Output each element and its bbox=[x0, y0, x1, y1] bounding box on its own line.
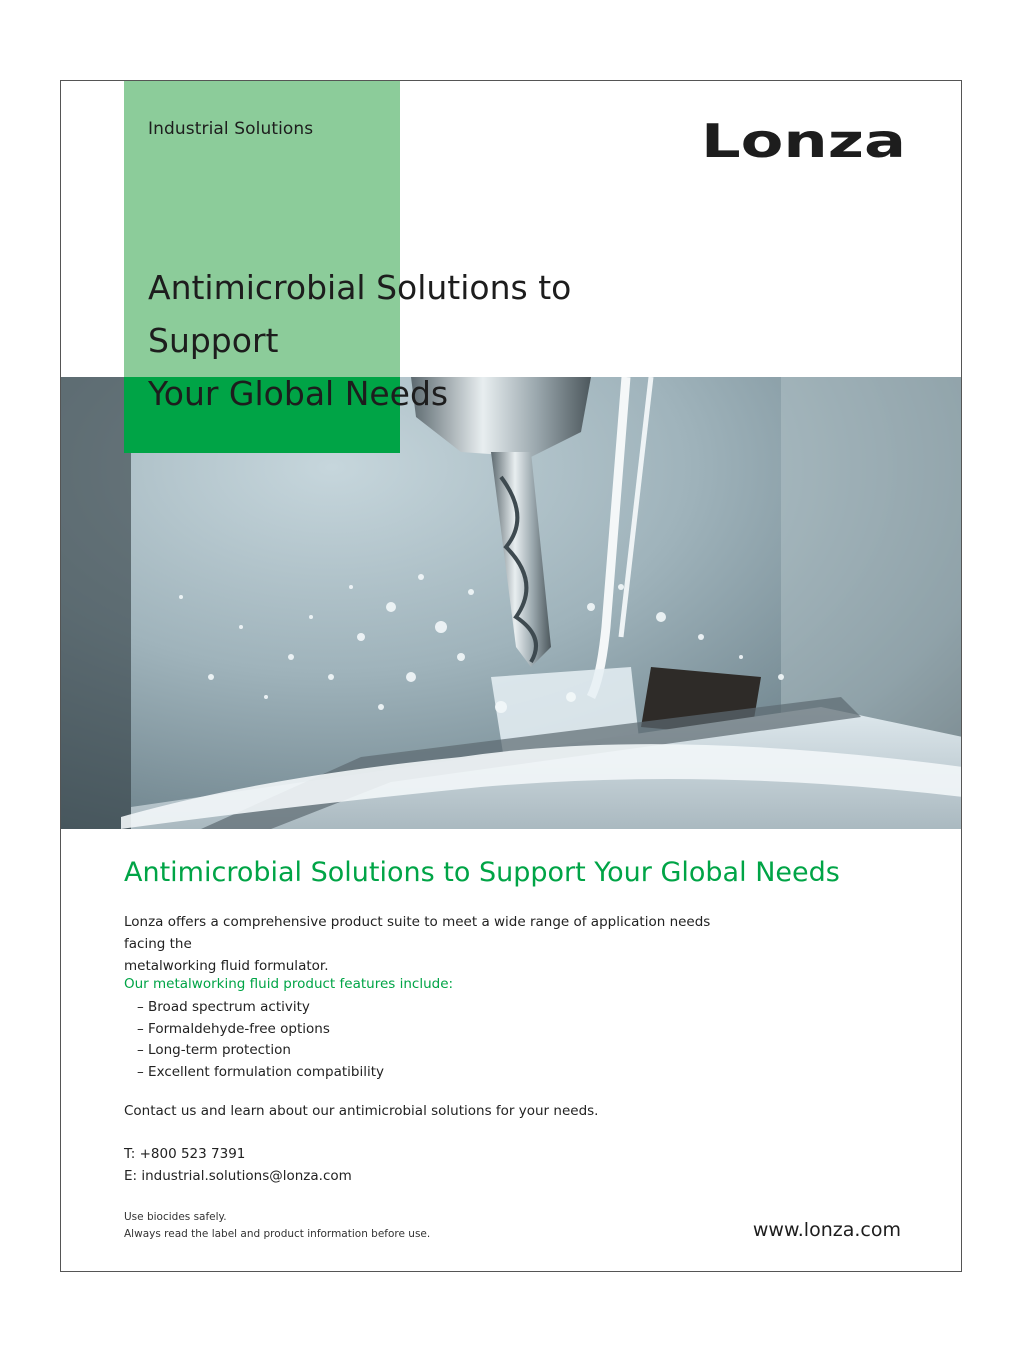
feature-item: – Excellent formulation compatibility bbox=[137, 1062, 384, 1084]
intro-line-2: metalworking fluid formulator. bbox=[124, 958, 329, 974]
headline bbox=[148, 261, 708, 420]
svg-text:Lonza: Lonza bbox=[701, 119, 906, 163]
headline-line-2: Your Global Needs bbox=[148, 374, 449, 413]
content-title: Antimicrobial Solutions to Support Your Global Needs bbox=[124, 857, 840, 888]
features-heading: Our metalworking fluid product features include: bbox=[124, 976, 454, 992]
intro-text bbox=[124, 911, 744, 977]
website-link[interactable]: www.lonza.com bbox=[752, 1219, 901, 1241]
email-address: E: industrial.solutions@lonza.com bbox=[124, 1168, 352, 1184]
category-label: Industrial Solutions bbox=[148, 119, 314, 139]
features-list bbox=[137, 997, 384, 1083]
feature-item: – Formaldehyde-free options bbox=[137, 1019, 384, 1041]
contact-text: Contact us and learn about our antimicrobial solutions for your needs. bbox=[124, 1103, 599, 1119]
flyer-page bbox=[60, 80, 962, 1272]
phone-number: T: +800 523 7391 bbox=[124, 1146, 246, 1162]
disclaimer-line-1: Use biocides safely. bbox=[124, 1211, 227, 1223]
intro-line-1: Lonza offers a comprehensive product suite to meet a wide range of application needs facing the bbox=[124, 914, 711, 952]
disclaimer bbox=[124, 1209, 430, 1243]
disclaimer-line-2: Always read the label and product information before use. bbox=[124, 1228, 431, 1240]
lonza-logo bbox=[701, 119, 906, 163]
feature-item: – Broad spectrum activity bbox=[137, 997, 384, 1019]
headline-line-1: Antimicrobial Solutions to Support bbox=[148, 268, 572, 360]
feature-item: – Long-term protection bbox=[137, 1040, 384, 1062]
